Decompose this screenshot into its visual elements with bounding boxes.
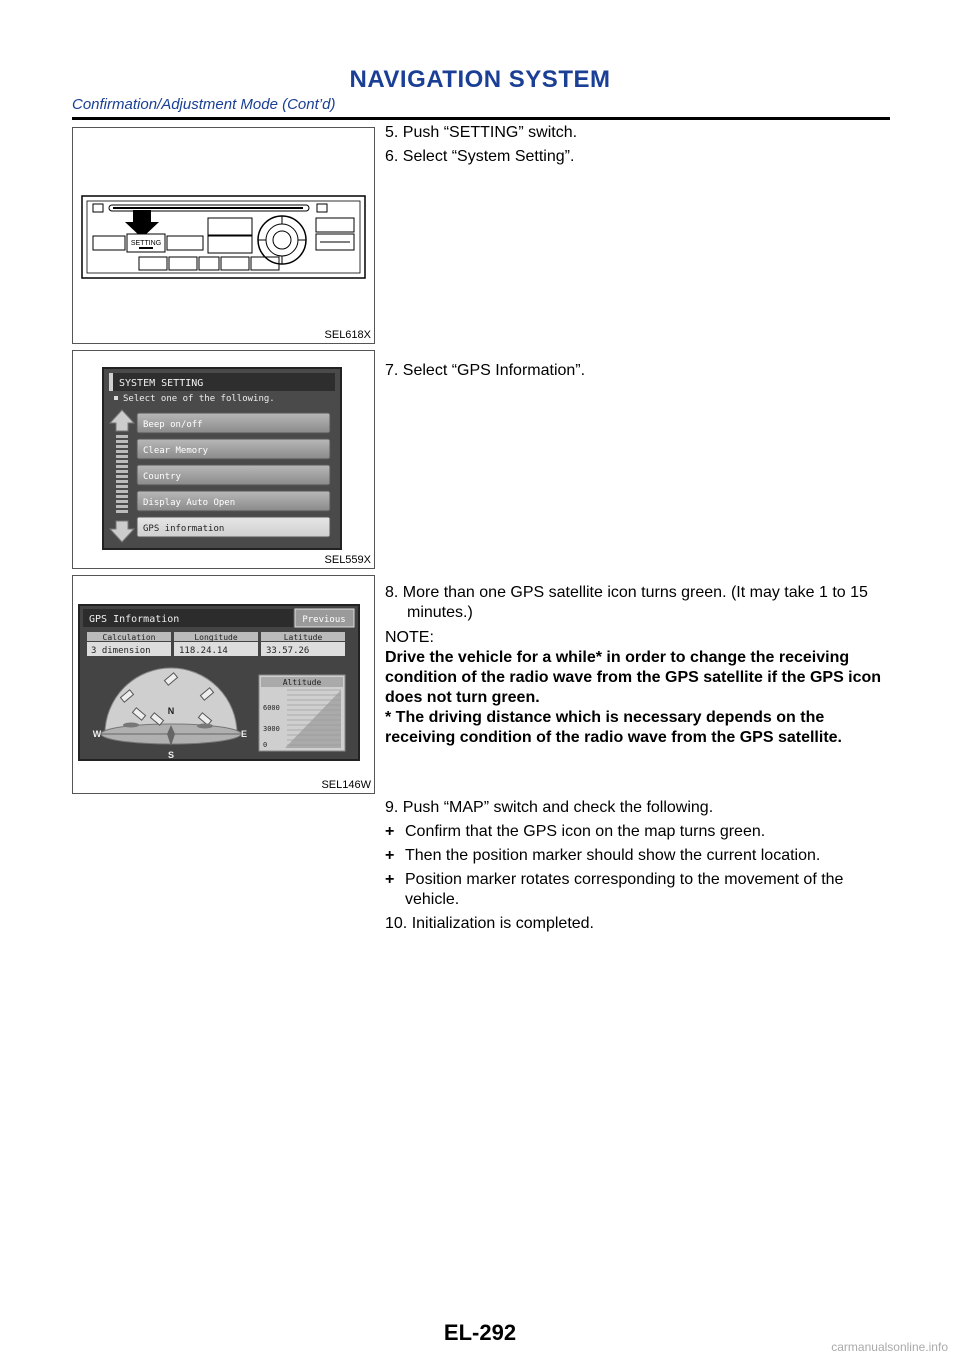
compass-s: S (167, 750, 175, 760)
previous-button[interactable] (295, 609, 354, 627)
step-7-block (385, 361, 890, 381)
svg-text:Display Auto Open: Display Auto Open (143, 498, 236, 508)
screen-prompt: Select one of the following. (123, 394, 275, 404)
compass-e: E (240, 729, 248, 739)
menu-item-clear-memory[interactable] (137, 439, 330, 459)
page-number: EL-292 (443, 1320, 517, 1345)
steps-5-6 (385, 123, 890, 167)
list-item (385, 822, 890, 842)
svg-text:Country: Country (143, 472, 181, 482)
figure-code: SEL559X (324, 554, 371, 566)
list-item (385, 846, 890, 866)
step-8: 8. More than one GPS satellite icon turns green. (It may take 1 to 15 minutes.) (385, 584, 868, 621)
figure-code: SEL618X (324, 329, 371, 341)
bullet-mark: + (385, 847, 395, 864)
figure-code: SEL146W (321, 779, 371, 791)
header-rule (72, 117, 890, 120)
figure-system-setting-screen (72, 350, 375, 569)
altitude-tick: 3000 (263, 725, 280, 733)
setting-button-label: SETTING (130, 240, 162, 247)
longitude-label: Longitude (194, 633, 238, 642)
list-item (385, 870, 890, 910)
step-9: 9. Push “MAP” switch and check the following. (385, 799, 714, 816)
bullet-text: Confirm that the GPS icon on the map turns green. (405, 823, 766, 840)
menu-item-gps-information[interactable] (137, 517, 330, 537)
bullet-text: Position marker rotates corresponding to the movement of the vehicle. (405, 871, 844, 908)
section-title: NAVIGATION SYSTEM (349, 66, 611, 93)
system-setting-illustration (73, 351, 374, 568)
svg-text:Beep on/off: Beep on/off (143, 420, 203, 430)
step-6: 6. Select “System Setting”. (385, 148, 575, 165)
latitude-label: Latitude (283, 633, 323, 642)
section-subtitle: Confirmation/Adjustment Mode (Cont’d) (72, 96, 336, 113)
menu-item-country[interactable] (137, 465, 330, 485)
step-8-block (385, 583, 890, 748)
step-5: 5. Push “SETTING” switch. (385, 124, 578, 141)
longitude-value: 118.24.14 (179, 646, 228, 656)
watermark: carmanualsonline.info (831, 1340, 948, 1354)
svg-text:GPS information: GPS information (143, 524, 225, 534)
altitude-label: Altitude (282, 678, 322, 687)
bullet-text: Then the position marker should show the current location. (405, 847, 821, 864)
gps-information-illustration (73, 576, 374, 793)
calculation-value: 3 dimension (91, 646, 151, 656)
screen-title: SYSTEM SETTING (119, 378, 204, 389)
step-10: 10. Initialization is completed. (385, 915, 594, 932)
note-body: Drive the vehicle for a while* in order to change the receiving condition of the radio wave from the GPS satellite if the GPS icon does not turn green. (385, 649, 882, 706)
bullet-mark: + (385, 823, 395, 840)
note-star: * The driving distance which is necessary depends on the receiving condition of the radio wave from the GPS satellite. (385, 709, 842, 746)
bullet-mark: + (385, 871, 395, 888)
note-label: NOTE: (385, 629, 434, 646)
svg-text:Previous: Previous (302, 615, 346, 625)
step-9-block (385, 798, 890, 934)
figure-gps-information-screen (72, 575, 375, 794)
gps-screen-title: GPS Information (89, 614, 180, 625)
svg-text:Clear Memory: Clear Memory (143, 446, 209, 456)
audio-unit-illustration (73, 128, 374, 343)
step-7: 7. Select “GPS Information”. (385, 362, 586, 379)
menu-item-beep[interactable] (137, 413, 330, 433)
compass-w: W (92, 729, 102, 739)
menu-item-display-auto-open[interactable] (137, 491, 330, 511)
figure-audio-unit (72, 127, 375, 344)
calculation-label: Calculation (102, 633, 156, 642)
compass-n: N (167, 706, 175, 716)
latitude-value: 33.57.26 (266, 646, 310, 656)
altitude-tick: 0 (263, 741, 268, 749)
altitude-tick: 6000 (263, 704, 280, 712)
